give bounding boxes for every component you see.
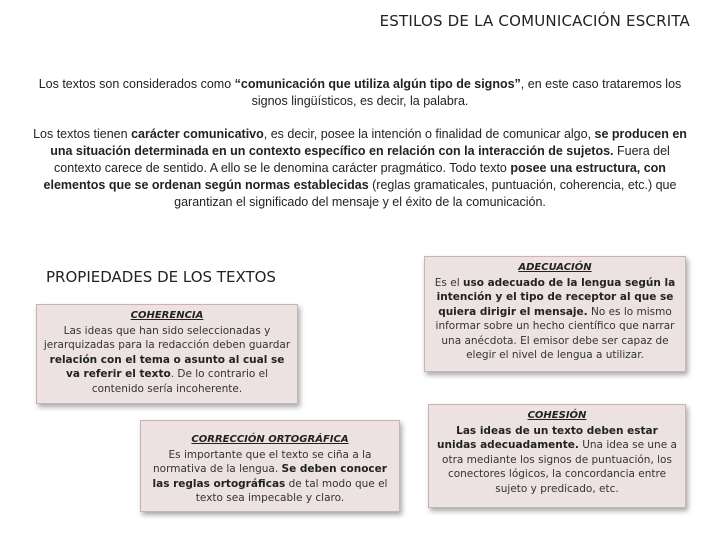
correccion-card (140, 420, 400, 512)
intro-p2-bold-f: posee una estructura, con elementos que se ordenan según normas establecidas (43, 161, 666, 192)
intro-p2-bold-b: carácter comunicativo (131, 127, 264, 141)
intro-p2-text-e: Fuera del contexto carece de sentido. A ello se le denomina carácter pragmático. Todo texto (54, 144, 670, 175)
page-title: ESTILOS DE LA COMUNICACIÓN ESCRITA (379, 12, 690, 30)
adecuacion-text-c: No es lo mismo informar sobre un hecho científico que narrar una anécdota. El emisor debe ser capaz de elegir el nivel de lengua a utilizar. (435, 305, 675, 361)
correccion-title: CORRECCIÓN ORTOGRÁFICA (191, 434, 349, 445)
cohesion-card (428, 404, 686, 508)
intro-paragraph-1 (30, 76, 690, 110)
adecuacion-text-a: Es el (434, 276, 463, 289)
intro-p2-text-c: , es decir, posee la intención o finalidad de comunicar algo, (263, 127, 595, 141)
correccion-bold: Se deben conocer las reglas ortográficas (152, 463, 387, 490)
intro-p1-text-c: , en este caso trataremos los signos lingüísticos, es decir, la palabra. (251, 77, 682, 108)
correccion-text-a: Es importante que el texto se ciña a la normativa de la lengua. (153, 448, 372, 475)
coherencia-title: COHERENCIA (130, 310, 204, 321)
coherencia-card (36, 304, 298, 404)
cohesion-title: COHESIÓN (527, 410, 587, 421)
intro-paragraph-2 (30, 126, 690, 211)
adecuacion-bold: uso adecuado de la lengua según la intención y el tipo de receptor al que se quiera dirigir el mensaje. (436, 276, 676, 318)
intro-p2-text-a: Los textos tienen (33, 127, 132, 141)
adecuacion-title: ADECUACIÓN (518, 262, 592, 273)
coherencia-text-c: . De lo contrario el contenido sería incoherente. (91, 368, 269, 395)
properties-heading: PROPIEDADES DE LOS TEXTOS (46, 268, 276, 286)
coherencia-bold: relación con el tema o asunto al cual se va referir el texto (49, 353, 285, 380)
adecuacion-card (424, 256, 686, 372)
cohesion-text-c: Una idea se une a otra mediante los signos de puntuación, los conectores lógicos, la concordancia entre sujeto y predicado, etc. (442, 439, 677, 495)
cohesion-bold: Las ideas de un texto deben estar unidas adecuadamente. (437, 424, 658, 451)
intro-p2-bold-d: se producen en una situación determinada en un contexto específico en relación con la interacción de sujetos. (50, 127, 687, 158)
correccion-text-c: de tal modo que el texto sea impecable y claro. (195, 477, 388, 504)
intro-p2-text-g: (reglas gramaticales, puntuación, coherencia, etc.) que garantizan el significado del mensaje y el éxito de la comunicación. (174, 178, 677, 209)
intro-p1-text-a: Los textos son considerados como (38, 77, 235, 91)
intro-p1-definition: “comunicación que utiliza algún tipo de signos” (234, 77, 521, 91)
coherencia-text-a: Las ideas que han sido seleccionadas y jerarquizadas para la redacción deben guardar (43, 324, 291, 351)
